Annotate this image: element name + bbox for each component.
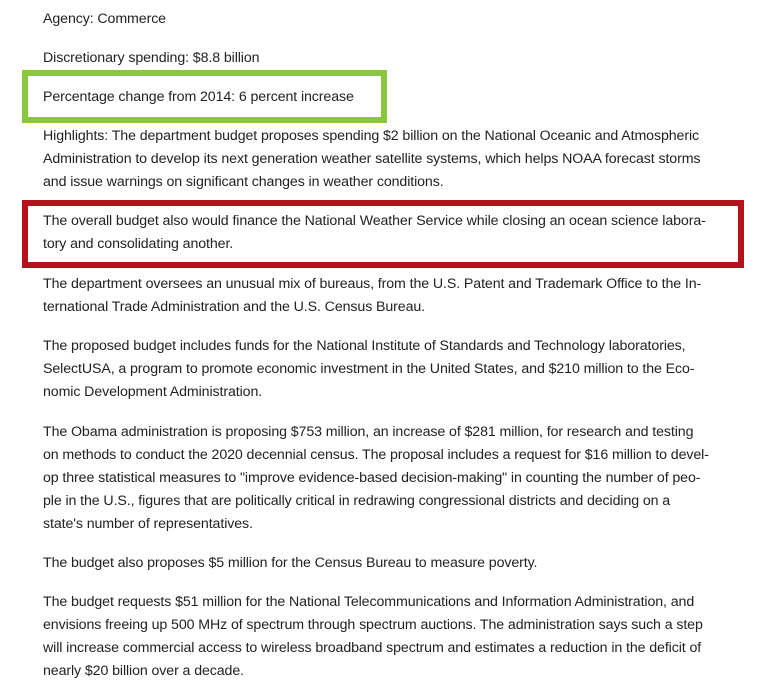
- telecommunications-line: envisions freeing up 500 MHz of spectrum through spectrum auctions. The administration says such a step: [43, 617, 703, 633]
- census-poverty-line: The budget also proposes $5 million for the Census Bureau to measure poverty.: [43, 555, 538, 571]
- department-oversees-line: ternational Trade Administration and the U.S. Census Bureau.: [43, 299, 426, 315]
- obama-administration-line: state's number of representatives.: [43, 516, 253, 532]
- proposed-budget-line: SelectUSA, a program to promote economic investment in the United States, and $210 million to the Eco-: [43, 361, 695, 377]
- telecommunications-line: The budget requests $51 million for the National Telecommunications and Information Administration, and: [43, 594, 695, 610]
- obama-administration-line: op three statistical measures to "improve evidence-based decision-making" in counting the number of peo-: [43, 470, 701, 486]
- obama-administration-line: ple in the U.S., figures that are politically critical in redrawing congressional districts and deciding on a: [43, 493, 671, 509]
- agency-line: Agency: Commerce: [43, 11, 166, 27]
- highlights-line: Administration to develop its next generation weather satellite systems, which helps NOAA forecast storms: [43, 151, 701, 167]
- percentage-change-line: Percentage change from 2014: 6 percent increase: [43, 89, 354, 105]
- highlights-line: and issue warnings on significant changes in weather conditions.: [43, 174, 444, 190]
- overall-budget-line: The overall budget also would finance the National Weather Service while closing an ocean science labora-: [43, 213, 706, 229]
- discretionary-spending-line: Discretionary spending: $8.8 billion: [43, 50, 260, 66]
- obama-administration-line: on methods to conduct the 2020 decennial census. The proposal includes a request for $16 million to devel-: [43, 447, 709, 463]
- highlights-line: Highlights: The department budget proposes spending $2 billion on the National Oceanic and Atmospheric: [43, 128, 699, 144]
- overall-budget-line: tory and consolidating another.: [43, 236, 234, 252]
- proposed-budget-line: nomic Development Administration.: [43, 384, 263, 400]
- obama-administration-line: The Obama administration is proposing $753 million, an increase of $281 million, for research and testing: [43, 424, 694, 440]
- telecommunications-line: nearly $20 billion over a decade.: [43, 663, 244, 679]
- department-oversees-line: The department oversees an unusual mix of bureaus, from the U.S. Patent and Trademark Office to the In-: [43, 276, 702, 292]
- telecommunications-line: will increase commercial access to wireless broadband spectrum and estimates a reduction in the deficit of: [43, 640, 702, 656]
- proposed-budget-line: The proposed budget includes funds for the National Institute of Standards and Technology laboratories,: [43, 338, 686, 354]
